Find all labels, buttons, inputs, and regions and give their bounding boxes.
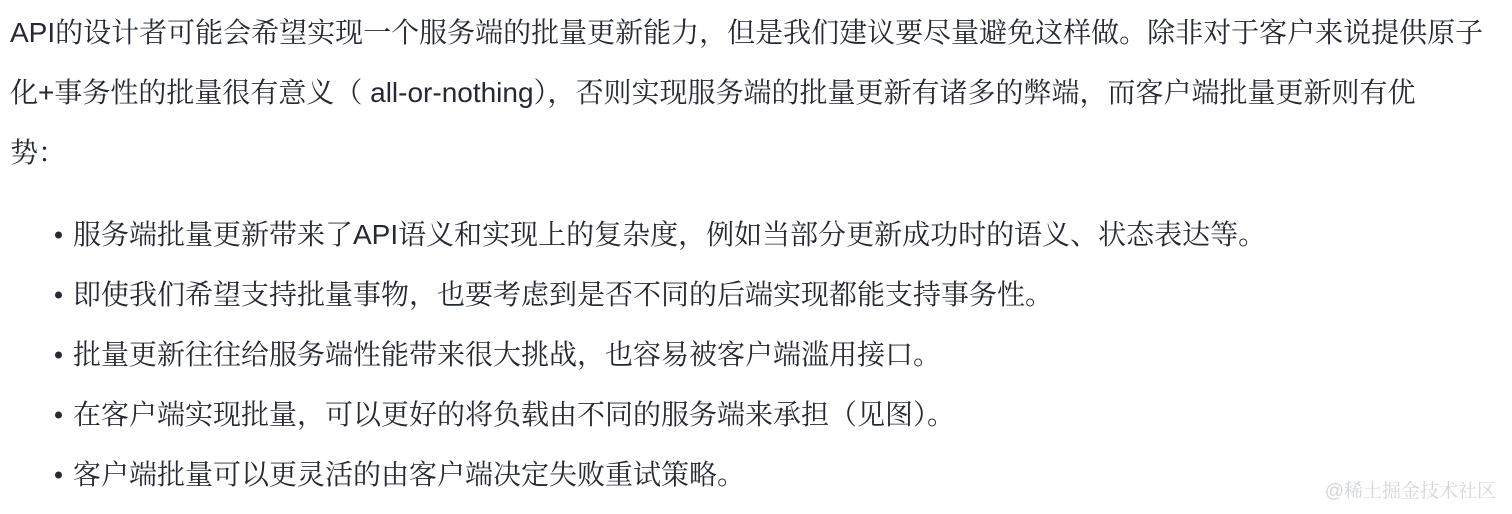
intro-paragraph (10, 3, 1502, 183)
list-item (10, 325, 1502, 385)
list-item-text: 客户端批量可以更灵活的由客户端决定失败重试策略。 (73, 459, 746, 490)
paragraph-line: 势： (10, 137, 67, 168)
bullet-icon (55, 472, 62, 479)
list-item (10, 445, 1502, 505)
bullet-icon (55, 232, 62, 239)
paragraph-line: 化+事务性的批量很有意义（ all-or-nothing），否则实现服务端的批量更新有诸多的弊端，而客户端批量更新则有优 (10, 77, 1416, 108)
list-item-text: 在客户端实现批量，可以更好的将负载由不同的服务端来承担（见图）。 (73, 399, 956, 430)
bullet-icon (55, 292, 62, 299)
list-item-text: 服务端批量更新带来了API语义和实现上的复杂度，例如当部分更新成功时的语义、状态表达等。 (73, 219, 1267, 250)
bullet-icon (55, 352, 62, 359)
paragraph-line: API的设计者可能会希望实现一个服务端的批量更新能力，但是我们建议要尽量避免这样做。除非对于客户来说提供原子 (10, 17, 1484, 48)
batch-update-points-list (10, 205, 1502, 505)
list-item-text: 批量更新往往给服务端性能带来很大挑战，也容易被客户端滥用接口。 (73, 339, 942, 370)
watermark: @稀土掘金技术社区 (1324, 481, 1496, 502)
list-item (10, 265, 1502, 325)
list-item-text: 即使我们希望支持批量事物，也要考虑到是否不同的后端实现都能支持事务性。 (73, 279, 1054, 310)
bullet-icon (55, 412, 62, 419)
list-item (10, 385, 1502, 445)
list-item (10, 205, 1502, 265)
